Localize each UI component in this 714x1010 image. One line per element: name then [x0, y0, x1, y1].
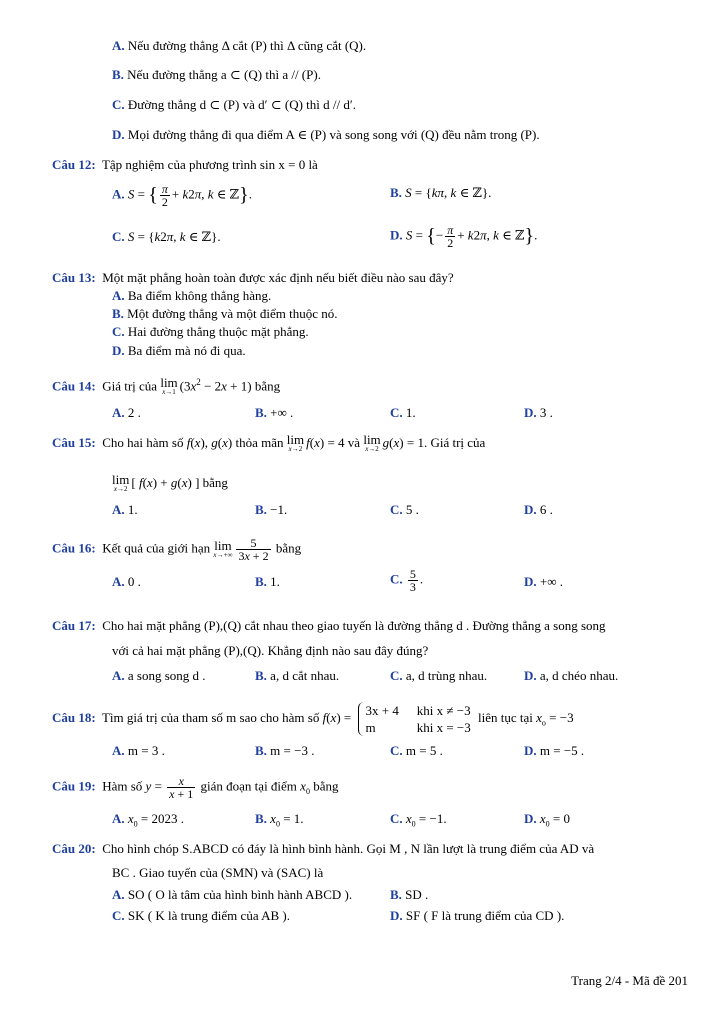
q17-stem-line2: [112, 642, 428, 659]
q18-option-a: [112, 742, 165, 759]
option-label: D.: [524, 668, 537, 683]
option-label: D.: [524, 574, 537, 589]
option-label: D.: [524, 502, 537, 517]
option-label: B.: [390, 185, 402, 200]
option-label: B.: [255, 405, 267, 420]
question-label: Câu 12:: [52, 157, 96, 172]
question-text-end: bằng: [202, 475, 228, 490]
option-label: A.: [112, 186, 125, 202]
option-label: D.: [524, 743, 537, 758]
case-expression: m: [365, 720, 376, 735]
option-text: +∞ .: [539, 574, 563, 589]
q16-stem: Câu 16: Kết quả của giới hạn lim x→+∞ $\frac{5}{3x + 2}$ bằng: [52, 536, 302, 563]
q11-option-a: [112, 37, 366, 54]
case-condition: khi x ≠ −3: [416, 703, 471, 718]
option-label: B.: [390, 887, 402, 902]
option-label: B.: [255, 502, 267, 517]
question-text: gián đoạn tại điểm: [200, 778, 297, 794]
option-text: m = 3 .: [127, 743, 165, 758]
q20-option-b: [390, 886, 428, 903]
q19-option-b: B. $x_0 = 1$.: [255, 811, 304, 829]
q13-stem: [52, 269, 454, 286]
option-label: D.: [112, 127, 125, 142]
option-label: D.: [524, 405, 537, 420]
option-label: B.: [255, 811, 267, 826]
q18-option-c: [390, 742, 443, 759]
option-text: a song song d .: [127, 668, 206, 683]
case-expression: 3x + 4: [365, 703, 399, 718]
q13-option-a: [112, 287, 271, 304]
option-label: B.: [112, 306, 124, 321]
option-label: C.: [112, 908, 125, 923]
q15-option-d: [524, 501, 553, 518]
q15-option-a: [112, 501, 138, 518]
option-label: A.: [112, 38, 125, 53]
question-text-end: bằng: [275, 540, 302, 556]
option-label: C.: [390, 668, 403, 683]
option-label: B.: [112, 67, 124, 82]
q11-option-d: [112, 126, 540, 143]
q20-option-d: [390, 907, 564, 924]
question-label: Câu 16:: [52, 540, 96, 556]
q15-stem-line2: lim x→2 [ f(x) + g(x) ] bằng: [112, 472, 228, 494]
q12-option-c: C. S = {k2π, k ∈ ℤ}.: [112, 229, 221, 244]
option-label: A.: [112, 887, 125, 902]
question-label: Câu 17:: [52, 618, 96, 633]
option-label: B.: [255, 668, 267, 683]
q15-option-c: [390, 501, 419, 518]
option-text: SK ( K là trung điểm của AB ).: [127, 908, 291, 923]
option-text: Đường thẳng d ⊂ (P) và d′ ⊂ (Q) thì d // d′.: [127, 97, 356, 112]
option-label: C.: [390, 743, 403, 758]
q20-stem: [52, 840, 594, 857]
option-label: A.: [112, 288, 125, 303]
q14-option-b: [255, 404, 293, 421]
question-label: Câu 13:: [52, 270, 96, 285]
q19-option-c: C. $x_0 = -1$.: [390, 811, 447, 829]
option-label: A.: [112, 743, 125, 758]
q20-option-c: [112, 907, 290, 924]
option-label: D.: [390, 908, 403, 923]
question-text: Tập nghiệm của phương trình sin x = 0 là: [101, 157, 318, 172]
piecewise-function: [358, 702, 470, 736]
option-text: Ba điểm mà nó đi qua.: [127, 343, 246, 358]
q16-option-d: [524, 573, 563, 590]
q14-option-c: [390, 404, 416, 421]
q20-stem-line2: [112, 864, 323, 881]
question-label: Câu 15:: [52, 435, 96, 450]
option-label: C.: [390, 811, 403, 826]
question-label: Câu 14:: [52, 378, 96, 394]
option-text: 1.: [405, 405, 416, 420]
option-text: −1.: [270, 502, 288, 517]
question-text: . Giá trị của: [423, 435, 486, 450]
page-footer: Trang 2/4 - Mã đề 201: [571, 973, 688, 988]
question-text: và: [347, 435, 361, 450]
question-text: Cho hai hàm số: [102, 435, 184, 450]
q19-stem: Câu 19: Hàm số y = $\frac{x}{x + 1}$ gián đoạn tại điểm $x_0$ bằng: [52, 774, 339, 801]
option-label: C.: [390, 405, 403, 420]
q11-option-b: [112, 66, 321, 83]
q13-option-b: [112, 305, 338, 322]
q18-option-d: [524, 742, 584, 759]
option-text: a, d cắt nhau.: [270, 668, 340, 683]
question-text: Một mặt phẳng hoàn toàn được xác định nếu biết điều nào sau đây?: [102, 270, 454, 285]
option-text: Ba điểm không thẳng hàng.: [127, 288, 272, 303]
question-text: Kết quả của giới hạn: [102, 540, 211, 556]
q14-option-d: [524, 404, 553, 421]
q16-option-a: [112, 573, 141, 590]
q15-stem: Câu 15: Cho hai hàm số f(x), g(x) thỏa mãn lim x→2 f(x) = 4 và lim x→2 g(x) = 1. Giá trị của: [52, 432, 486, 454]
option-text: Mọi đường thẳng đi qua điểm A ∈ (P) và song song với (Q) đều nằm trong (P).: [127, 127, 540, 142]
option-label: B.: [255, 743, 267, 758]
option-text: a, d trùng nhau.: [405, 668, 488, 683]
option-label: A.: [112, 574, 125, 589]
option-text: 5 .: [405, 502, 419, 517]
option-text: Một đường thẳng và một điểm thuộc nó.: [127, 306, 338, 321]
case-condition: khi x = −3: [416, 720, 471, 735]
q12-option-d: D. S = {− $\frac{\pi}{2}$ + k2π, k ∈ ℤ}.: [390, 223, 538, 250]
question-text: BC . Giao tuyến của (SMN) và (SAC) là: [112, 865, 324, 880]
q18-option-b: [255, 742, 314, 759]
question-text: Giá trị của: [102, 378, 158, 394]
option-label: A.: [112, 668, 125, 683]
q12-option-a: A. S = { $\frac{\pi}{2}$ + k2π, k ∈ ℤ}.: [112, 182, 253, 209]
option-label: B.: [255, 574, 267, 589]
q13-option-d: [112, 342, 246, 359]
option-label: C.: [112, 229, 125, 244]
option-text: 1.: [127, 502, 138, 517]
option-label: A.: [112, 811, 125, 826]
q13-option-c: [112, 323, 309, 340]
question-text: liên tục tại: [478, 709, 533, 725]
option-text: Nếu đường thẳng Δ cắt (P) thì Δ cũng cắt (Q).: [127, 38, 367, 53]
option-text: 3 .: [539, 405, 553, 420]
q16-option-c: C. $\frac{5}{3}$ .: [390, 567, 424, 594]
question-text: thỏa mãn: [235, 435, 284, 450]
option-label: C.: [112, 97, 125, 112]
q18-stem: Câu 18: Tìm giá trị của tham số m sao cho hàm số f(x) = 3x + 4 khi x ≠ −3 m khi x = −3 liên tục tại $x_o = -3$: [52, 703, 574, 735]
option-text: m = 5 .: [405, 743, 443, 758]
option-label: D.: [112, 343, 125, 358]
q15-option-b: [255, 501, 287, 518]
q19-option-d: D. $x_0 = 0$: [524, 811, 571, 829]
option-label: D.: [524, 811, 537, 826]
q17-option-a: [112, 667, 206, 684]
option-label: C.: [112, 324, 125, 339]
question-text: Cho hai mặt phẳng (P),(Q) cắt nhau theo giao tuyến là đường thẳng d . Đường thẳng a song song: [102, 618, 606, 633]
option-text: m = −5 .: [539, 743, 585, 758]
question-text: Hàm số: [102, 778, 143, 794]
question-text-end: bằng: [313, 778, 339, 794]
q19-option-a: A. $x_0 = 2023$ .: [112, 811, 185, 829]
option-text: 2 .: [127, 405, 141, 420]
question-text: Tìm giá trị của tham số m sao cho hàm số: [101, 709, 320, 725]
q17-option-d: [524, 667, 618, 684]
option-text: 6 .: [539, 502, 553, 517]
option-text: SF ( F là trung điểm của CD ).: [405, 908, 565, 923]
option-text: a, d chéo nhau.: [539, 668, 619, 683]
option-text: m = −3 .: [270, 743, 315, 758]
option-label: D.: [390, 227, 403, 243]
q14-stem: Câu 14: Giá trị của lim x→1 $(3x^2 - 2x + 1)$ bằng: [52, 375, 281, 397]
q20-option-a: [112, 886, 352, 903]
question-text-end: bằng: [254, 378, 281, 394]
q12-option-b: B. S = {kπ, k ∈ ℤ}.: [390, 185, 492, 200]
question-text: với cả hai mặt phẳng (P),(Q). Khẳng định nào sau đây đúng?: [112, 643, 429, 658]
option-label: A.: [112, 405, 125, 420]
q17-option-b: [255, 667, 339, 684]
option-text: Hai đường thẳng thuộc mặt phẳng.: [127, 324, 309, 339]
q11-option-c: [112, 96, 356, 113]
q17-stem: [52, 617, 606, 634]
question-text: Cho hình chóp S.ABCD có đáy là hình bình hành. Gọi M , N lần lượt là trung điểm của AD và: [102, 841, 595, 856]
option-label: C.: [390, 571, 403, 587]
q12-stem: [52, 156, 318, 173]
option-text: 1.: [270, 574, 280, 589]
option-text: SD .: [405, 887, 429, 902]
option-label: C.: [390, 502, 403, 517]
question-label: Câu 20:: [52, 841, 96, 856]
question-label: Câu 18:: [52, 709, 96, 725]
option-text: SO ( O là tâm của hình bình hành ABCD ).: [127, 887, 353, 902]
q17-option-c: [390, 667, 487, 684]
q14-option-a: [112, 404, 141, 421]
option-label: A.: [112, 502, 125, 517]
option-text: 0 .: [127, 574, 141, 589]
question-label: Câu 19:: [52, 778, 96, 794]
option-text: Nếu đường thẳng a ⊂ (Q) thì a // (P).: [127, 67, 321, 82]
option-text: +∞ .: [270, 405, 294, 420]
q16-option-b: [255, 573, 280, 590]
